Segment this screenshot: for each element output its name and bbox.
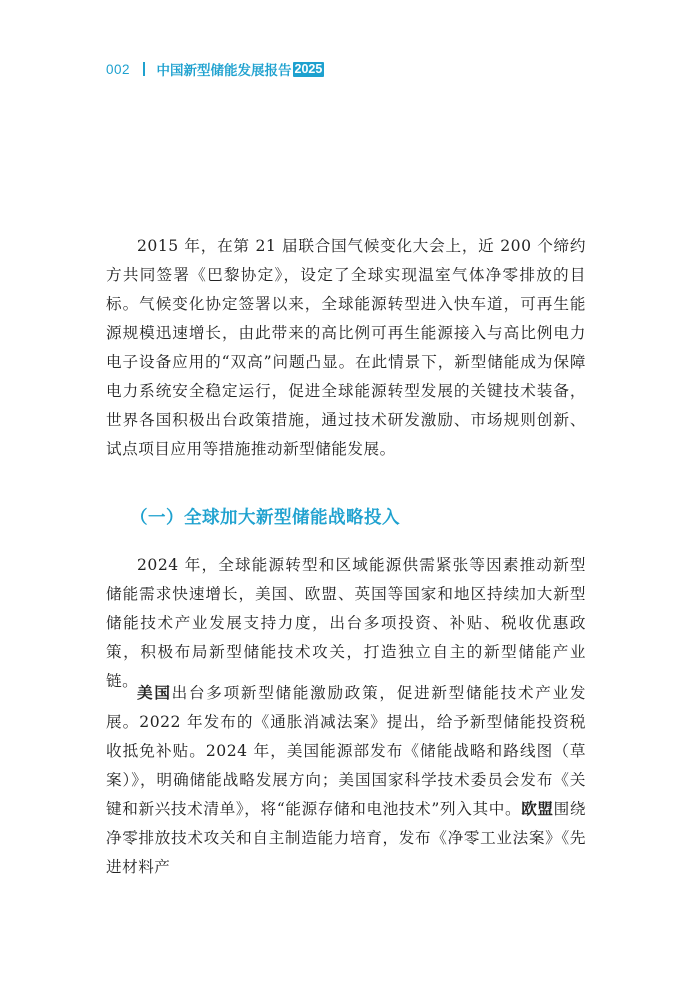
report-title: 中国新型储能发展报告 [156, 63, 292, 79]
text-usa-policy: 出台多项新型储能激励政策，促进新型储能技术产业发展。2022 年发布的《通胀消减法案》提出，给予新型储能投资税收抵免补贴。2024 年，美国能源部发布《储能战略和路线图（草案）》，明确储能战略发展方向；美国国家科学技术委员会发布《关键和新兴技术清单》，将“能源存储和电池技术”列入其中。 [106, 684, 586, 818]
paragraph-intro: 2015 年，在第 21 届联合国气候变化大会上，近 200 个缔约方共同签署《巴黎协定》，设定了全球实现温室气体净零排放的目标。气候变化协定签署以来，全球能源转型进入快车道，可再生能源规模迅速增长，由此带来的高比例可再生能源接入与高比例电力电子设备应用的“双高”问题凸显。在此情景下，新型储能成为保障电力系统安全稳定运行，促进全球能源转型发展的关键技术装备，世界各国积极出台政策措施，通过技术研发激励、市场规则创新、试点项目应用等措施推动新型储能发展。 [106, 237, 586, 458]
page-number: 002 [106, 61, 131, 77]
report-year-badge: 2025 [294, 61, 323, 76]
keyword-eu: 欧盟 [521, 800, 554, 818]
keyword-usa: 美国 [137, 684, 172, 702]
text-eu-policy: 围绕净零排放技术攻关和自主制造能力培育，发布《净零工业法案》《先进材料产 [106, 800, 586, 876]
header-divider [143, 62, 145, 76]
section-heading: （一）全球加大新型储能战略投入 [130, 508, 400, 528]
running-header [106, 58, 324, 80]
paragraph-global-demand: 2024 年，全球能源转型和区域能源供需紧张等因素推动新型储能需求快速增长，美国、欧盟、英国等国家和地区持续加大新型储能技术产业发展支持力度，出台多项投资、补贴、税收优惠政策，积极布局新型储能技术攻关，打造独立自主的新型储能产业链。 [106, 556, 586, 690]
paragraph-us-eu-policy [106, 679, 586, 882]
